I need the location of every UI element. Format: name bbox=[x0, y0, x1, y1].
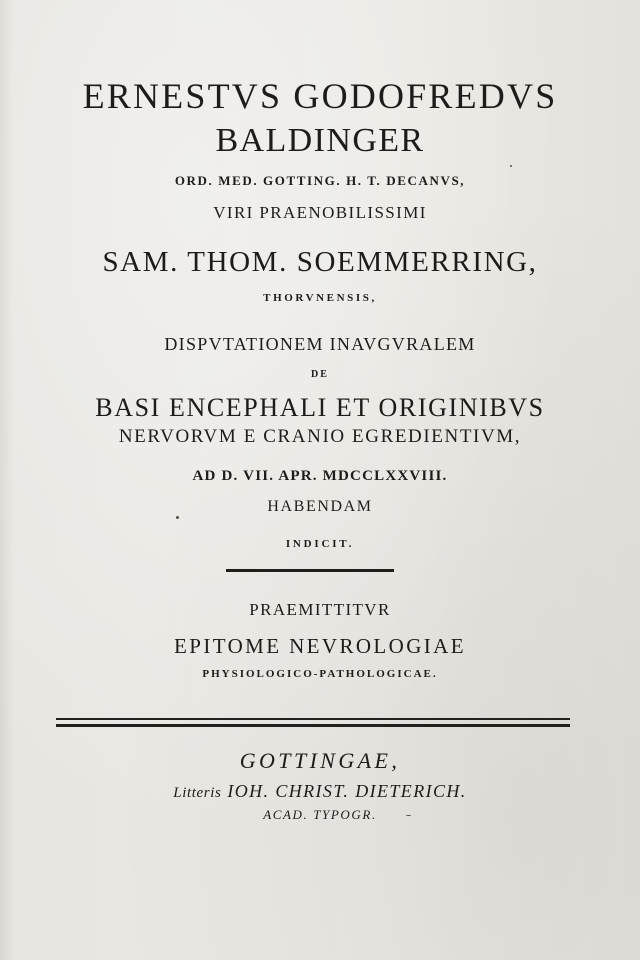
indicit-line: INDICIT. bbox=[285, 538, 355, 550]
date-line: AD D. VII. APR. MDCCLXXVIII. bbox=[192, 468, 448, 484]
author-name-line-1: ERNESTVS GODOFREDVS bbox=[82, 76, 558, 116]
author-name-line-2: BALDINGER bbox=[215, 122, 425, 159]
paper-speck bbox=[406, 815, 411, 816]
paper-speck bbox=[510, 165, 512, 167]
paper-speck bbox=[176, 516, 179, 519]
de-line: DE bbox=[311, 369, 329, 380]
disputation-line: DISPVTATIONEM INAVGVRALEM bbox=[164, 334, 476, 354]
physiologico-pathologicae-line: PHYSIOLOGICO-PATHOLOGICAE. bbox=[202, 668, 438, 680]
double-rule-lower bbox=[56, 724, 570, 727]
praemittitur-line: PRAEMITTITVR bbox=[249, 600, 391, 619]
imprint-printer-name: IOH. CHRIST. DIETERICH. bbox=[227, 781, 467, 801]
double-rule-upper bbox=[56, 718, 570, 720]
imprint-place: GOTTINGAE, bbox=[239, 748, 401, 773]
subject-line-2: NERVORVM E CRANIO EGREDIENTIVM, bbox=[118, 426, 522, 447]
author-office: ORD. MED. GOTTING. H. T. DECANVS, bbox=[174, 173, 466, 188]
short-divider-rule bbox=[226, 569, 394, 572]
habendam-line: HABENDAM bbox=[267, 498, 373, 515]
viri-praenobilissimi-line: VIRI PRAENOBILISSIMI bbox=[213, 203, 427, 222]
imprint-printer-prefix: Litteris bbox=[173, 785, 222, 801]
imprint-printer-title: ACAD. TYPOGR. bbox=[263, 807, 377, 822]
imprint-printer-line bbox=[0, 782, 640, 801]
epitome-line: EPITOME NEVROLOGIAE bbox=[174, 634, 466, 658]
candidate-name: SAM. THOM. SOEMMERRING, bbox=[102, 246, 538, 278]
candidate-origin: THORVNENSIS, bbox=[263, 292, 377, 304]
subject-line-1: BASI ENCEPHALI ET ORIGINIBVS bbox=[95, 393, 545, 422]
